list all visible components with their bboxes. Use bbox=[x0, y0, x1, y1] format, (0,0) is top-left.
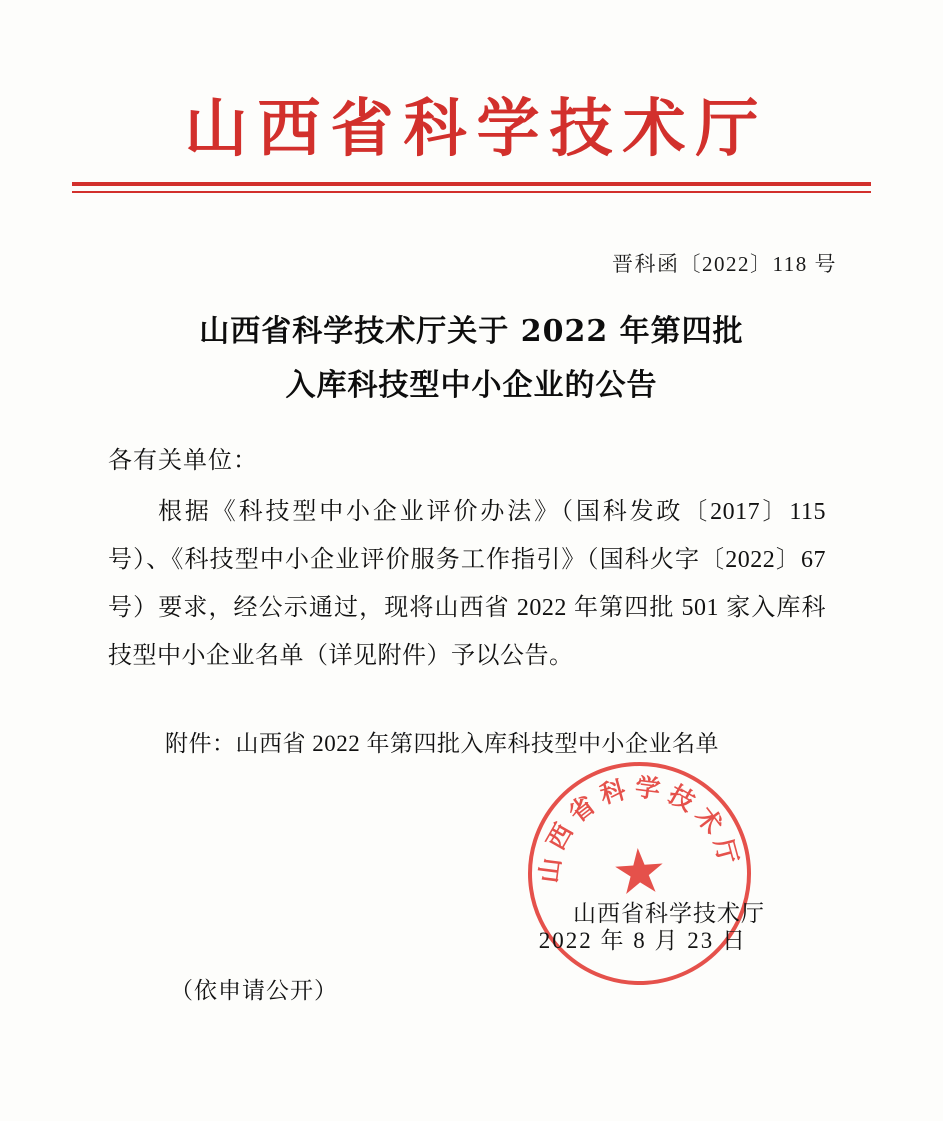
attachment-line: 附件：山西省 2022 年第四批入库科技型中小企业名单 bbox=[165, 731, 719, 756]
page-title bbox=[110, 305, 833, 413]
seal-top-text: 山西省科学技术厅 bbox=[534, 772, 745, 885]
seal-star-icon: ★ bbox=[609, 836, 670, 909]
body-paragraph: 根据《科技型中小企业评价办法》（国科发政〔2017〕115 号）、《科技型中小企业评价服务工作指引》（国科火字〔2022〕67 号）要求，经公示通过，现将山西省 2022 年第四批 501 家入库科技型中小企业名单（详见附件）予以公告。 bbox=[108, 499, 826, 669]
disclosure-note: （依申请公开） bbox=[170, 978, 338, 1003]
signer-name: 山西省科学技术厅 bbox=[573, 901, 765, 926]
official-seal-icon bbox=[520, 754, 758, 992]
salutation: 各有关单位： bbox=[108, 448, 258, 474]
document-number: 晋科函〔2022〕118 号 bbox=[612, 252, 837, 276]
header-rule-thick bbox=[72, 182, 871, 186]
signature-date: 2022 年 8 月 23 日 bbox=[538, 928, 747, 953]
masthead bbox=[0, 78, 943, 169]
page-title-line-2: 入库科技型中小企业的公告 bbox=[285, 368, 658, 403]
issuing-agency-title: 山西省科学技术厅 bbox=[184, 91, 769, 165]
page-title-line-1: 山西省科学技术厅关于 2022 年第四批 bbox=[199, 314, 744, 349]
header-rule-thin bbox=[72, 191, 871, 193]
